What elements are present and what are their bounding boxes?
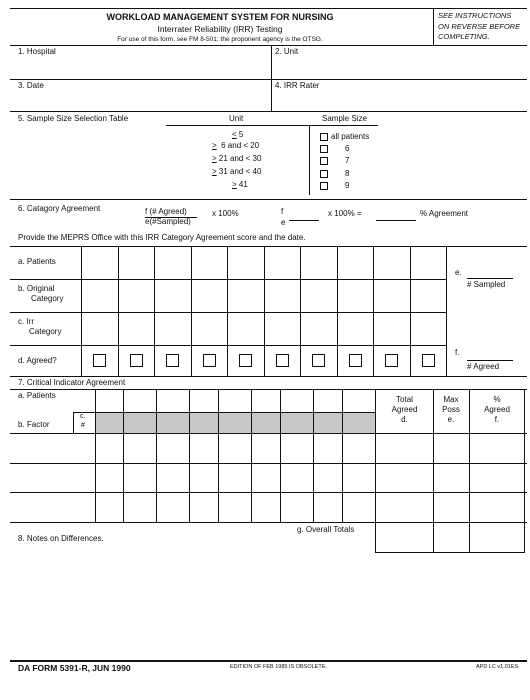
critical-col-line — [156, 389, 157, 522]
critical-col-line — [95, 389, 96, 522]
instructions-line-3: COMPLETING. — [438, 32, 490, 41]
top-border — [10, 8, 527, 9]
size-label-all: all patients — [331, 132, 370, 141]
max-poss-2: Poss — [442, 405, 460, 414]
cat-col-line — [337, 246, 338, 376]
row-irr-2: Category — [29, 327, 62, 336]
pct-agreed-2: Agreed — [484, 405, 510, 414]
size-label-9: 9 — [345, 181, 350, 190]
agreed-checkbox[interactable] — [422, 354, 435, 367]
critical-col-line — [524, 389, 525, 552]
sampled-label: # Sampled — [467, 280, 506, 289]
critical-header-bottom — [10, 433, 527, 434]
irr-rater-field[interactable] — [273, 91, 525, 110]
date-label: 3. Date — [18, 81, 44, 90]
fraction-numerator: f (# Agreed) — [145, 207, 187, 216]
cat-col-line — [373, 246, 374, 376]
pct-agreed-3: f. — [494, 415, 500, 424]
agreed-checkbox[interactable] — [312, 354, 325, 367]
size-checkbox-9[interactable] — [320, 182, 328, 190]
agreed-checkbox[interactable] — [239, 354, 252, 367]
date-field[interactable] — [12, 91, 268, 110]
sample-table-divider — [309, 125, 310, 195]
cat-col-line — [264, 246, 265, 376]
notes-field[interactable] — [12, 555, 524, 655]
critical-row-line-2 — [10, 492, 527, 493]
critical-patients: a. Patients — [18, 391, 56, 400]
total-agreed-2: Agreed — [391, 405, 418, 414]
category-label: 6. Catagory Agreement — [18, 204, 101, 213]
unit-row-1: < 5 — [232, 130, 244, 139]
section6-top — [10, 199, 527, 200]
totals-bottom — [375, 552, 525, 553]
critical-col-line — [313, 389, 314, 522]
critical-row-line-3 — [10, 522, 527, 523]
size-label-7: 7 — [345, 156, 350, 165]
apd-version: APD LC v1.01ES — [476, 664, 519, 670]
critical-col-line — [189, 389, 190, 522]
critical-col-line — [251, 389, 252, 522]
form-note: For use of this form, see FM 8-501; the proponent agency is the OTSG. — [117, 36, 323, 43]
critical-col-line — [123, 389, 124, 522]
c-hash-left — [73, 412, 74, 433]
cat-col-line — [81, 246, 82, 376]
section5-top — [10, 111, 527, 112]
agreed-checkbox[interactable] — [130, 354, 143, 367]
critical-col-line — [280, 389, 281, 522]
critical-col-line — [433, 389, 434, 552]
unit-row-4: > 31 and < 40 — [212, 167, 262, 176]
form-subtitle: Interrater Reliability (IRR) Testing — [157, 24, 283, 34]
critical-patients-line — [73, 412, 375, 413]
form-number: DA FORM 5391-R, JUN 1990 — [18, 663, 131, 673]
cat-col-line — [118, 246, 119, 376]
agreed-checkbox[interactable] — [349, 354, 362, 367]
hash-label: # — [81, 422, 85, 429]
form-title: WORKLOAD MANAGEMENT SYSTEM FOR NURSING — [106, 12, 334, 22]
agreed-checkbox[interactable] — [93, 354, 106, 367]
size-label-6: 6 — [345, 144, 350, 153]
sampled-blank[interactable] — [467, 278, 513, 279]
row-original-2: Category — [31, 294, 64, 303]
e-label: e. — [455, 268, 462, 277]
row-irr-1: c. Irr — [18, 317, 34, 326]
row1-top — [10, 45, 527, 46]
row1-divider — [271, 45, 272, 111]
cat-grid-line-2 — [10, 312, 446, 313]
row-original-1: b. Original — [18, 284, 55, 293]
instructions-line-2: ON REVERSE BEFORE — [438, 22, 521, 31]
critical-col-line — [342, 389, 343, 522]
cat-col-line — [154, 246, 155, 376]
agreement-blank[interactable] — [376, 220, 416, 221]
critical-col-line — [469, 389, 470, 552]
agreed-checkbox[interactable] — [276, 354, 289, 367]
header-divider — [433, 8, 434, 45]
f-label: f. — [455, 348, 460, 357]
unit-row-2: > 6 and < 20 — [212, 141, 260, 150]
row2-top — [10, 79, 527, 80]
times-100-equals: x 100% = — [328, 209, 362, 218]
sample-size-header: Sample Size — [322, 114, 367, 123]
cat-col-line — [410, 246, 411, 376]
critical-factor: b. Factor — [18, 420, 50, 429]
pct-agreed-1: % — [493, 395, 501, 404]
size-checkbox-8[interactable] — [320, 170, 328, 178]
size-checkbox-7[interactable] — [320, 157, 328, 165]
total-agreed-1: Total — [396, 395, 413, 404]
critical-col-line — [218, 389, 219, 522]
size-checkbox-all[interactable] — [320, 133, 328, 141]
critical-label: 7. Critical Indicator Agreement — [18, 378, 126, 387]
cat-grid-bottom — [10, 376, 527, 377]
notes-label: 8. Notes on Differences. — [18, 534, 104, 543]
f-e-blank[interactable] — [289, 220, 319, 221]
critical-top — [10, 389, 527, 390]
unit-header: Unit — [229, 114, 244, 123]
f-symbol: f — [281, 207, 284, 216]
agreed-checkbox[interactable] — [166, 354, 179, 367]
critical-col-line — [375, 389, 376, 552]
agreed-checkbox[interactable] — [385, 354, 398, 367]
cat-grid-top — [10, 246, 527, 247]
overall-totals-label: g. Overall Totals — [297, 525, 355, 534]
fraction-denominator: e(#Sampled) — [145, 217, 191, 226]
times-100: x 100% — [212, 209, 239, 218]
cat-grid-line-1 — [10, 279, 446, 280]
footer-line — [10, 660, 527, 662]
irr-rater-label: 4. IRR Rater — [275, 81, 320, 90]
unit-label: 2. Unit — [275, 47, 299, 56]
sample-table-label: 5. Sample Size Selection Table — [18, 114, 129, 123]
unit-field[interactable] — [273, 57, 525, 77]
row-patients: a. Patients — [18, 257, 56, 266]
percent-agreement: % Agreement — [420, 209, 469, 218]
agreed-checkbox[interactable] — [203, 354, 216, 367]
cat-grid-line-3 — [10, 345, 446, 346]
hospital-label: 1. Hospital — [18, 47, 56, 56]
unit-row-3: > 21 and < 30 — [212, 154, 262, 163]
unit-row-5: > 41 — [232, 180, 248, 189]
hospital-field[interactable] — [12, 57, 268, 77]
size-label-8: 8 — [345, 169, 350, 178]
edition-note: EDITION OF FEB 1985 IS OBSOLETE. — [230, 664, 327, 670]
e-symbol: e — [281, 218, 286, 227]
meprs-instruction: Provide the MEPRS Office with this IRR Category Agreement score and the date. — [18, 233, 306, 242]
cat-col-line — [300, 246, 301, 376]
agreed-count-label: # Agreed — [467, 362, 500, 371]
max-poss-1: Max — [443, 395, 459, 404]
sample-table-header-line — [166, 125, 378, 126]
max-poss-3: e. — [447, 415, 455, 424]
shaded-row — [95, 413, 375, 433]
critical-row-line-1 — [10, 463, 527, 464]
agreed-count-blank[interactable] — [467, 360, 513, 361]
cat-col-line — [191, 246, 192, 376]
total-agreed-3: d. — [401, 415, 408, 424]
row-agreed: d. Agreed? — [18, 356, 57, 365]
size-checkbox-6[interactable] — [320, 145, 328, 153]
instructions-line-1: SEE INSTRUCTIONS — [438, 11, 512, 20]
cat-col-line — [227, 246, 228, 376]
cat-grid-right — [446, 246, 447, 376]
c-label: c. — [80, 413, 86, 420]
